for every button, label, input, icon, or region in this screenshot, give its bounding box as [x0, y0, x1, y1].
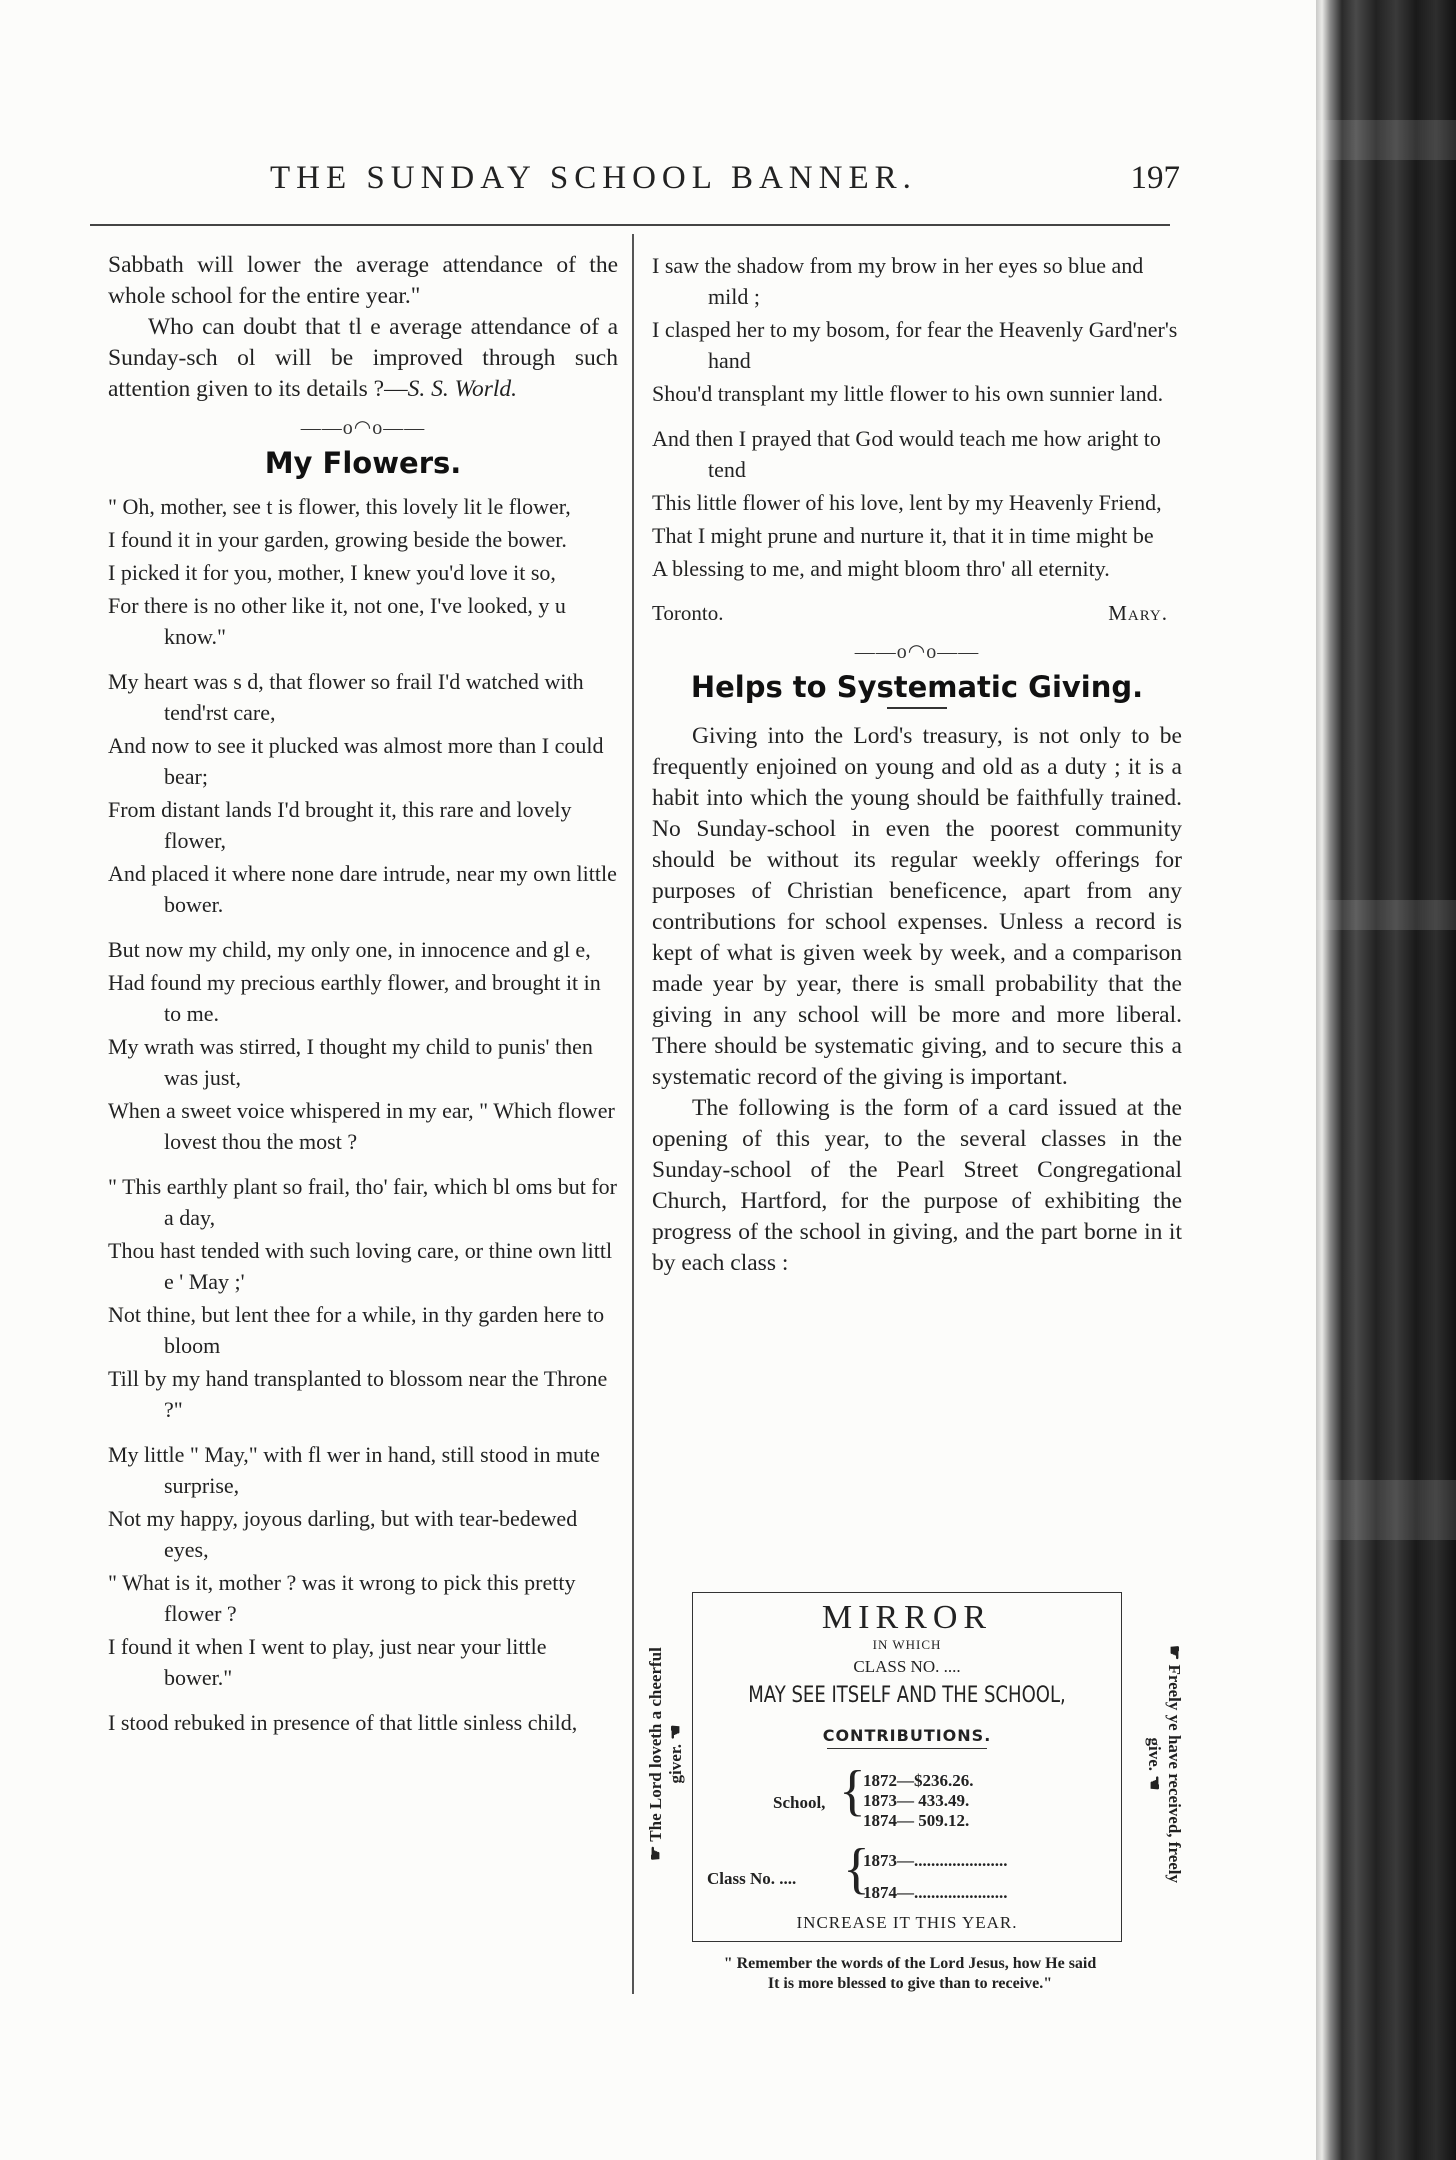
stanza	[108, 491, 618, 652]
right-column	[652, 250, 1182, 1279]
verse-line: Till by my hand transplanted to blossom near the Throne ?"	[108, 1366, 608, 1422]
class-label: Class No. ....	[707, 1869, 797, 1888]
article-title-text: Helps to Systematic Giving.	[690, 670, 1144, 704]
card-contributions-heading: CONTRIBUTIONS.	[822, 1726, 992, 1745]
poem-title	[108, 448, 618, 479]
school-brace: {	[839, 1760, 866, 1822]
source-citation: S. S. World.	[407, 376, 518, 402]
verse-line: I clasped her to my bosom, for fear the Heavenly Gard'ner's hand	[652, 317, 1178, 373]
poem-signature	[652, 598, 1182, 629]
verse-line: But now my child, my only one, in innocence and gl e,	[108, 937, 591, 962]
mirror-card-figure	[640, 1584, 1184, 2004]
verse-line: And then I prayed that God would teach me how aright to tend	[652, 426, 1161, 482]
verse-line: My little " May," with fl wer in hand, still stood in mute surprise,	[108, 1442, 600, 1498]
title-underline	[887, 707, 947, 709]
side-right-line-1: ☛ Freely ye have received, freely	[1165, 1644, 1184, 1884]
verse-line: " Oh, mother, see t is flower, this lovely lit le flower,	[108, 494, 571, 519]
attendance-text: Who can doubt that tl e average attendance of a Sunday-sch ol will be improved through such attention given to its details ?—	[108, 314, 618, 402]
header-rule	[90, 224, 1170, 226]
verse-line: Had found my precious earthly flower, and brought it in to me.	[108, 970, 601, 1026]
poem-title-text: My Flowers.	[264, 446, 462, 480]
card-in-which: IN WHICH	[872, 1637, 942, 1652]
edge-band	[1316, 120, 1456, 160]
verse-line: Not thine, but lent thee for a while, in thy garden here to bloom	[108, 1302, 605, 1358]
class-brace: {	[843, 1838, 870, 1900]
verse-line: My wrath was stirred, I thought my child to punis' then was just,	[108, 1034, 593, 1090]
stanza	[108, 934, 618, 1157]
stanza	[652, 423, 1182, 584]
class-row-1874: 1874—......................	[863, 1883, 1008, 1902]
attendance-paragraph	[108, 312, 618, 405]
section-divider: ——o◠o——	[854, 641, 980, 663]
school-row-1873: 1873— 433.49.	[863, 1791, 970, 1810]
signature-name: Mary.	[1108, 601, 1168, 625]
side-right-line-2: give. ☚	[1145, 1737, 1164, 1791]
journal-title: THE SUNDAY SCHOOL BANNER.	[270, 160, 917, 196]
card-intro-paragraph: The following is the form of a card issued at the opening of this year, to the several classes in the Sunday-school of the Pearl Street Congregational Church, Hartford, for the purpose of exhibiting the progress of the school in giving, and the part borne in it by each class :	[652, 1095, 1182, 1276]
edge-band	[1316, 1480, 1456, 1540]
page-number: 197	[1130, 160, 1180, 196]
left-column	[108, 250, 618, 1752]
book-page-edges	[1316, 0, 1456, 2160]
verse-line: " What is it, mother ? was it wrong to pick this pretty flower ?	[108, 1570, 576, 1626]
class-row-1873: 1873—......................	[863, 1851, 1008, 1870]
verse-line: For there is no other like it, not one, I've looked, y u know."	[108, 593, 566, 649]
giving-paragraph: Giving into the Lord's treasury, is not only to be frequently enjoined on young and old as a duty ; it is a habit into which the young should be faithfully trained. No Sunday-school in even the poorest community should be without its regular weekly offerings for purposes of Christian beneficence, apart from any contributions for school expenses. Unless a record is kept of what is given week by week, and a comparison made year by year, there is small probability that the giving in any school will be more and more liberal. There should be systematic giving, and to secure this a systematic record of the giving is important.	[652, 723, 1182, 1090]
verse-line: Thou hast tended with such loving care, or thine own littl e ' May ;'	[108, 1238, 613, 1294]
side-left-line-1: ☛ The Lord loveth a cheerful	[646, 1647, 665, 1861]
verse-line: And now to see it plucked was almost more than I could bear;	[108, 733, 604, 789]
column-rule	[632, 234, 634, 1994]
stanza	[108, 1707, 618, 1738]
article-title	[652, 672, 1182, 709]
stanza	[108, 1439, 618, 1693]
stanza	[108, 666, 618, 920]
card-mirror-title: MIRROR	[821, 1599, 993, 1636]
verse-line: A blessing to me, and might bloom thro' all eternity.	[652, 556, 1110, 581]
verse-line: My heart was s d, that flower so frail I'd watched with tend'rst care,	[108, 669, 584, 725]
caption-line-1: " Remember the words of the Lord Jesus, how He said	[723, 1955, 1097, 1972]
card-class-no: CLASS NO. ....	[853, 1657, 961, 1676]
verse-line: I found it when I went to play, just near your little bower."	[108, 1634, 547, 1690]
intro-paragraph: Sabbath will lower the average attendance of the whole school for the entire year."	[108, 252, 618, 309]
card-caption	[640, 1954, 1180, 1994]
school-row-1874: 1874— 509.12.	[863, 1811, 970, 1830]
stanza	[652, 250, 1182, 409]
school-label: School,	[773, 1793, 826, 1812]
stanza	[108, 1171, 618, 1425]
verse-line: " This earthly plant so frail, tho' fair, which bl oms but for a day,	[108, 1174, 618, 1230]
verse-line: Not my happy, joyous darling, but with tear-bedewed eyes,	[108, 1506, 578, 1562]
verse-line: When a sweet voice whispered in my ear, " Which flower lovest thou the most ?	[108, 1098, 615, 1154]
school-row-1872: 1872—$236.26.	[863, 1771, 974, 1790]
card-increase: INCREASE IT THIS YEAR.	[796, 1913, 1018, 1932]
verse-line: And placed it where none dare intrude, near my own little bower.	[108, 861, 617, 917]
signature-place: Toronto.	[652, 601, 724, 625]
verse-line: From distant lands I'd brought it, this rare and lovely flower,	[108, 797, 572, 853]
edge-band	[1316, 900, 1456, 930]
verse-line: That I might prune and nurture it, that it in time might be	[652, 523, 1154, 548]
card-side-text-left	[646, 1584, 686, 1924]
verse-line: I saw the shadow from my brow in her eyes so blue and mild ;	[652, 253, 1144, 309]
card-side-text-right	[1144, 1594, 1184, 1934]
verse-line: I found it in your garden, growing beside the bower.	[108, 527, 567, 552]
side-left-line-2: giver. ☚	[666, 1724, 685, 1784]
section-divider: ——o◠o——	[300, 417, 426, 439]
verse-line: I stood rebuked in presence of that little sinless child,	[108, 1710, 578, 1735]
caption-line-2: It is more blessed to give than to receive."	[767, 1975, 1053, 1992]
verse-line: Shou'd transplant my little flower to his own sunnier land.	[652, 381, 1164, 406]
verse-line: I picked it for you, mother, I knew you'd love it so,	[108, 560, 556, 585]
mirror-card	[692, 1592, 1122, 1942]
contributions-underline	[827, 1748, 987, 1749]
verse-line: This little flower of his love, lent by my Heavenly Friend,	[652, 490, 1162, 515]
running-header	[270, 160, 1180, 206]
card-may-see: MAY SEE ITSELF AND THE SCHOOL,	[748, 1683, 1066, 1708]
